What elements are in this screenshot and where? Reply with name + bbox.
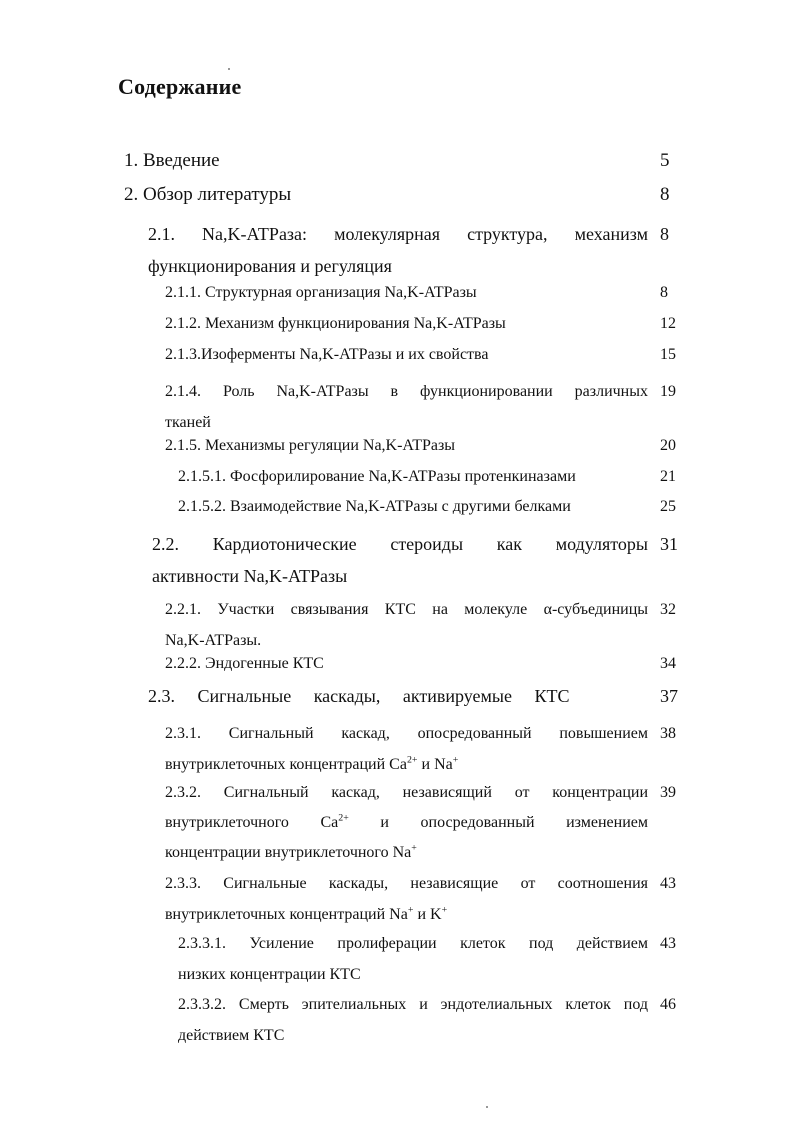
toc-entry-line: 2.3. Сигнальные каскады, активируемые КТС xyxy=(148,686,570,706)
toc-entry-title xyxy=(165,778,648,868)
toc-entry-2 xyxy=(124,184,684,206)
toc-entry-line: 2.2.1. Участки связывания КТС на молекуле α-субъединицы xyxy=(165,601,648,618)
toc-entry-line: активности Na,K-ATPазы xyxy=(152,566,348,586)
toc-entry-2-2-2 xyxy=(165,655,684,673)
toc-entry-2-3-1 xyxy=(165,718,684,780)
toc-entry-title xyxy=(124,150,648,172)
toc-entry-line: 2.1.4. Роль Na,K-ATPазы в функционировании различных xyxy=(165,383,648,400)
toc-entry-2-1 xyxy=(148,218,684,282)
toc-entry-2-1-4 xyxy=(165,376,684,438)
toc-entry-title xyxy=(124,184,648,206)
toc-entry-page: 12 xyxy=(660,315,676,332)
toc-entry-page: 8 xyxy=(660,224,669,244)
toc-entry-line: функционирования и регуляция xyxy=(148,256,392,276)
toc-entry-2-3-3-2 xyxy=(178,989,684,1051)
toc-entry-2-2 xyxy=(152,528,684,592)
toc-entry-title xyxy=(148,686,648,707)
toc-entry-2-3-2 xyxy=(165,778,684,868)
toc-entry-title xyxy=(165,594,648,656)
toc-entry-title xyxy=(165,655,648,673)
toc-entry-page: 31 xyxy=(660,534,678,554)
toc-entry-page: 38 xyxy=(660,725,676,742)
toc-entry-page: 8 xyxy=(660,284,668,301)
toc-entry-title xyxy=(165,437,648,455)
toc-entry-line: действием КТС xyxy=(178,1027,285,1044)
toc-entry-line: 2.3.2. Сигнальный каскад, независящий от концентрации xyxy=(165,784,648,801)
toc-entry-line: 2.2. Кардиотонические стероиды как модуляторы xyxy=(152,534,648,554)
toc-entry-2-1-3 xyxy=(165,346,684,364)
toc-entry-line: 2.3.1. Сигнальный каскад, опосредованный повышением xyxy=(165,725,648,742)
toc-entry-title xyxy=(165,284,648,302)
toc-entry-line: внутриклеточных концентраций $Ca^{2+}$ и Na+ xyxy=(165,754,459,773)
toc-entry-line: 2.1.1. Структурная организация Na,K-ATPазы xyxy=(165,284,477,301)
toc-entry-2-3-3-1 xyxy=(178,928,684,990)
toc-entry-2-1-5-2 xyxy=(178,498,684,516)
toc-entry-page: 43 xyxy=(660,935,676,952)
scan-speck xyxy=(228,68,230,70)
toc-entry-title xyxy=(148,218,648,282)
toc-entry-title xyxy=(178,498,648,516)
toc-entry-page: 19 xyxy=(660,383,676,400)
toc-entry-2-3-3 xyxy=(165,868,684,930)
toc-entry-line: 2.1.2. Механизм функционирования Na,K-ATPазы xyxy=(165,315,506,332)
toc-entry-title xyxy=(178,928,648,990)
toc-entry-2-1-2 xyxy=(165,315,684,333)
toc-entry-page: 46 xyxy=(660,996,676,1013)
toc-entry-page: 15 xyxy=(660,346,676,363)
toc-entry-line: Na,K-ATPазы. xyxy=(165,632,262,649)
toc-entry-line: 2.3.3. Сигнальные каскады, независящие от соотношения xyxy=(165,875,648,892)
scan-speck xyxy=(486,1106,488,1108)
toc-entry-2-3 xyxy=(148,686,684,707)
toc-entry-2-1-1 xyxy=(165,284,684,302)
toc-entry-line: концентрации внутриклеточного Na+ xyxy=(165,842,417,861)
toc-entry-line: 2.1.5. Механизмы регуляции Na,K-ATPазы xyxy=(165,437,456,454)
toc-entry-1 xyxy=(124,150,684,172)
toc-entry-line: 2.3.3.2. Смерть эпителиальных и эндотелиальных клеток под xyxy=(178,996,648,1013)
toc-entry-line: 2.2.2. Эндогенные КТС xyxy=(165,655,324,672)
toc-entry-line: низких концентрации КТС xyxy=(178,966,361,983)
toc-entry-page: 21 xyxy=(660,468,676,485)
toc-entry-2-1-5-1 xyxy=(178,468,684,486)
toc-entry-page: 34 xyxy=(660,655,676,672)
toc-entry-line: 2.1.5.1. Фосфорилирование Na,K-ATPазы протенкиназами xyxy=(178,468,576,485)
toc-entry-title xyxy=(165,868,648,930)
toc-entry-line: внутриклеточных концентраций Na+ и K+ xyxy=(165,904,448,923)
toc-entry-title xyxy=(152,528,648,592)
toc-entry-title xyxy=(165,315,648,333)
toc-entry-line: 2.3.3.1. Усиление пролиферации клеток под действием xyxy=(178,935,648,952)
toc-entry-page: 32 xyxy=(660,601,676,618)
toc-entry-line: 2.1.3.Изоферменты Na,K-ATPазы и их свойства xyxy=(165,346,489,363)
toc-entry-line: тканей xyxy=(165,414,211,431)
toc-entry-line: 1. Введение xyxy=(124,150,220,171)
toc-entry-page: 39 xyxy=(660,784,676,801)
toc-entry-page: 25 xyxy=(660,498,676,515)
toc-entry-line: 2. Обзор литературы xyxy=(124,184,292,205)
toc-entry-title xyxy=(165,346,648,364)
toc-entry-line: 2.1. Na,K-АТРаза: молекулярная структура, механизм xyxy=(148,224,648,244)
toc-entry-title xyxy=(178,989,648,1051)
toc-entry-title xyxy=(165,718,648,780)
toc-entry-line: внутриклеточного $Ca^{2+}$ и опосредованный изменением xyxy=(165,812,648,831)
toc-entry-title xyxy=(178,468,648,486)
toc-entry-title xyxy=(165,376,648,438)
toc-entry-page: 8 xyxy=(660,184,670,205)
toc-entry-page: 20 xyxy=(660,437,676,454)
toc-entry-2-2-1 xyxy=(165,594,684,656)
toc-entry-page: 43 xyxy=(660,875,676,892)
toc-entry-line: 2.1.5.2. Взаимодействие Na,K-ATPазы с другими белками xyxy=(178,498,571,515)
toc-entry-2-1-5 xyxy=(165,437,684,455)
toc-entry-page: 5 xyxy=(660,150,670,171)
toc-entry-page: 37 xyxy=(660,686,678,706)
page-title: Содержание xyxy=(118,74,242,99)
